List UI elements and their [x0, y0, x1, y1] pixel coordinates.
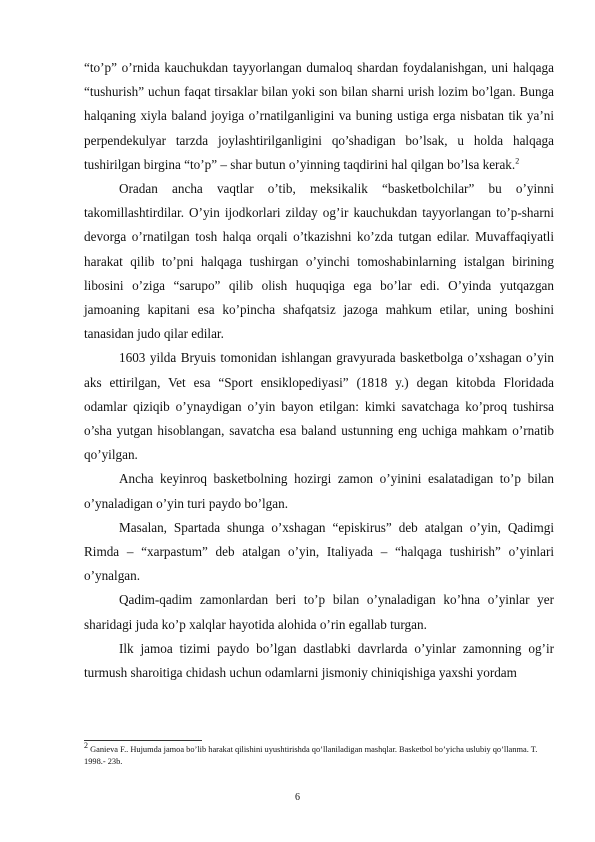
paragraph-2: Oradan ancha vaqtlar o’tib, meksikalik “basketbolchilar” bu o’yinni takomillashtirdilar. O’yin ijodkorlari zilday og’ir kauchukdan tayyorlangan to’p-sharni devorga o’rnatilgan tosh halqa orqali o’tkazishni ko’zda tutgan edilar. Muvaffaqiyatli harakat qilib to’pni halqaga tushirgan o’yinchi tomoshabinlarning istalgan birining libosini o’ziga “sarupo” qilib olish huquqiga ega bo’lar edi. O’yinda yutqazgan jamoaning kapitani esa ko’pincha shafqatsiz jazoga mahkum etilar, uning boshini tanasidan judo qilar edilar.	[84, 181, 554, 342]
footnote-separator	[84, 740, 202, 741]
paragraph-7: Ilk jamoa tizimi paydo bo’lgan dastlabki davrlarda o’yinlar zamonning og’ir turmush sharoitiga chidash uchun odamlarni jismoniy chiniqishiga yaxshi yordam	[84, 640, 554, 681]
footnote-mark: 2	[84, 741, 88, 751]
paragraph-1-text: “to’p” o’rnida kauchukdan tayyorlangan dumaloq shardan foydalanishgan, uni halqaga “tushurish” uchun faqat tirsaklar bilan yoki son bilan sharni urish lozim bo’lgan. Bunga halqaning xiyla baland joyiga o’rnatilganligini va buning ustiga erga nisbatan tik ya’ni perpendekulyar tarzda joylashtirilganligini qo’shadigan bo’lsak, u holda halqaga tushirilgan birgina “to’p” – shar butun o’yinning taqdirini hal qilgan bo’lsa kerak.	[84, 60, 554, 172]
footnote-reference[interactable]: 2	[515, 156, 520, 166]
paragraph-3: 1603 yilda Bryuis tomonidan ishlangan gravyurada basketbolga o’xshagan o’yin aks ettirilgan, Vet esa “Sport ensiklopediyasi” (1818 y.) degan kitobda Floridada odamlar qiziqib o’ynaydigan o’yin bayon etilgan: kimki savatchaga ko’proq tushirsa o’sha yutgan hisoblangan, savatcha esa baland ustunning eng uchiga mahkam o’rnatib qo’yilgan.	[84, 350, 554, 463]
body-text	[84, 56, 554, 685]
page-number: 6	[295, 792, 300, 803]
paragraph-4: Ancha keyinroq basketbolning hozirgi zamon o’yinini esalatadigan to’p bilan o’ynaladigan o’yin turi paydo bo’lgan.	[84, 471, 554, 511]
footnote-text: Ganieva F.. Hujumda jamoa bo’lib harakat qilishini uyushtirishda qo’llaniladigan mashqlar. Basketbol bo’yicha uslubiy qo’llanma. T. 1998.- 23b.	[84, 745, 538, 766]
paragraph-6: Qadim-qadim zamonlardan beri to’p bilan o’ynaladigan ko’hna o’yinlar yer sharidagi juda ko’p xalqlar hayotida alohida o’rin egallab turgan.	[84, 592, 554, 632]
paragraph-1	[84, 56, 554, 177]
paragraph-5: Masalan, Spartada shunga o’xshagan “episkirus” deb atalgan o’yin, Qadimgi Rimda – “xarpastum” deb atalgan o’yin, Italiyada – “halqaga tushirish” o’yinlari o’ynalgan.	[84, 519, 554, 584]
footnote	[84, 741, 554, 768]
